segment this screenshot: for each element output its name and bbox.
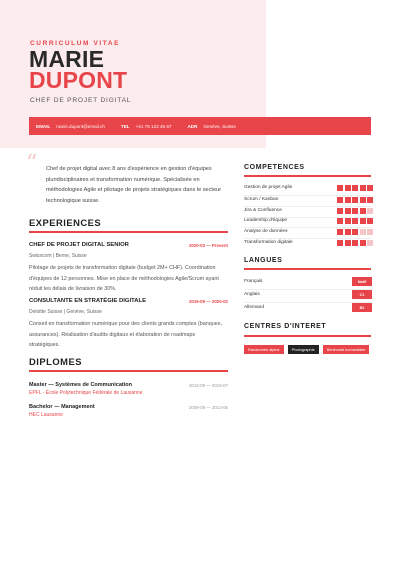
skill-dot-filled (352, 185, 358, 191)
skill-name: Jira & Confluence (244, 208, 282, 213)
job-role: CHEF DE PROJET DIGITAL (30, 97, 132, 104)
diploma-title: Master — Systèmes de Communication (29, 382, 133, 388)
competences-rule (244, 175, 371, 177)
skill-dot-filled (337, 218, 343, 224)
skill-row (244, 239, 372, 247)
skill-dot-filled (345, 197, 351, 203)
skill-row (244, 184, 372, 192)
skill-level (337, 229, 373, 235)
diploma-school: HEC Lausanne (29, 412, 63, 418)
langues-heading: LANGUES (244, 257, 283, 264)
quote-icon: “ (26, 151, 38, 176)
job-company: Swisscom | Berne, Suisse (29, 253, 87, 259)
contact-address-value: Genève, Suisse (203, 123, 236, 129)
skill-dot-filled (352, 229, 358, 235)
skill-row (244, 207, 372, 215)
language-level-badge: Natif (352, 277, 372, 286)
experiences-rule (29, 231, 228, 233)
job-title: CHEF DE PROJET DIGITAL SENIOR (29, 242, 129, 248)
interest-tag: Photographie (288, 345, 319, 354)
skill-dot-filled (345, 185, 351, 191)
last-name: DUPONT (29, 67, 128, 93)
skill-level (337, 185, 373, 191)
skill-row (244, 228, 372, 236)
skill-dot-filled (360, 197, 366, 203)
skill-dot-empty (367, 240, 373, 246)
interest-tag: Bénévolat humanitaire (323, 345, 370, 354)
diploma-dates: 2009-09 — 2013-06 (188, 405, 228, 410)
contact-email-value[interactable]: marie.dupont@email.ch (56, 123, 105, 129)
langues-rule (244, 268, 371, 270)
experiences-heading: EXPERIENCES (29, 217, 102, 228)
skill-row (244, 217, 372, 225)
skill-dot-filled (345, 218, 351, 224)
language-name: Français (244, 279, 263, 284)
interests-tags (244, 345, 374, 354)
job-company: Deloitte Suisse | Genève, Suisse (29, 309, 102, 315)
job-description: Pilotage de projets de transformation digitale (budget 2M+ CHF). Coordination d'équipes de 12 personnes. Mise en place de méthodologies Agile/Scrum ayant réduit les délais de livraison de 30%. (29, 265, 219, 292)
skill-dot-empty (367, 229, 373, 235)
skill-dot-filled (360, 208, 366, 214)
skill-dot-filled (345, 208, 351, 214)
language-row (244, 277, 372, 287)
skill-dot-filled (352, 240, 358, 246)
language-name: Anglais (244, 292, 260, 297)
diploma-title: Bachelor — Management (29, 404, 95, 410)
profile-summary: Chef de projet digital avec 8 ans d'expérience en gestion d'équipes pluridisciplinaires et transformation numérique. Spécialisée en méthodologies Agile et pilotage de projets stratégiques dans le secteur technologique suisse. (46, 166, 222, 204)
skill-name: Leadership d'équipe (244, 218, 288, 223)
contact-email-label: EMAIL (36, 123, 51, 129)
skill-dot-filled (337, 229, 343, 235)
skill-dot-filled (337, 208, 343, 214)
job-dates: 2016-09 — 2020-02 (188, 299, 228, 304)
skill-level (337, 218, 373, 224)
contact-phone-value[interactable]: +41 78 123 45 67 (135, 123, 172, 129)
skill-name: Scrum / Kanban (244, 197, 279, 202)
skill-dot-empty (360, 229, 366, 235)
diplomes-rule (29, 370, 228, 372)
skill-dot-filled (367, 218, 373, 224)
interets-rule (244, 335, 371, 337)
contact-bar (29, 117, 371, 135)
diploma-school: EPFL - École Polytechnique Fédérale de Lausanne (29, 390, 143, 396)
interest-tag: Randonnée alpine (244, 345, 284, 354)
language-level-badge: C1 (352, 290, 372, 299)
skill-dot-filled (352, 208, 358, 214)
skill-dot-filled (367, 197, 373, 203)
skill-level (337, 208, 373, 214)
job-description: Conseil en transformation numérique pour des clients grands comptes (banques, assurances). Réalisation d'audits digitaux et élaboration de roadmaps stratégiques. (29, 321, 222, 348)
skill-dot-filled (337, 240, 343, 246)
skill-name: Analyse de données (244, 229, 288, 234)
skill-dot-filled (367, 185, 373, 191)
competences-heading: COMPETENCES (244, 164, 305, 171)
language-level-badge: B2 (352, 303, 372, 312)
skill-dot-filled (360, 218, 366, 224)
skill-dot-filled (337, 185, 343, 191)
skill-dot-filled (352, 197, 358, 203)
contact-phone-label: TEL (120, 123, 130, 129)
skill-name: Transformation digitale (244, 240, 293, 245)
contact-address-label: ADR (187, 123, 198, 129)
cv-kicker: CURRICULUM VITAE (30, 40, 121, 47)
language-row (244, 290, 372, 300)
skill-dot-filled (345, 229, 351, 235)
skill-row (244, 196, 372, 204)
language-name: Allemand (244, 305, 264, 310)
diploma-dates: 2013-09 — 2015-07 (188, 383, 228, 388)
skill-level (337, 197, 373, 203)
first-name: MARIE (29, 46, 105, 72)
job-dates: 2020-03 — Present (188, 243, 228, 248)
skill-dot-filled (337, 197, 343, 203)
skill-name: Gestion de projet Agile (244, 185, 293, 190)
job-title: CONSULTANTE EN STRATÉGIE DIGITALE (29, 298, 147, 304)
skill-dot-filled (360, 240, 366, 246)
skill-dot-empty (367, 208, 373, 214)
language-row (244, 303, 372, 313)
interets-heading: CENTRES D'INTERET (244, 323, 327, 330)
skill-dot-filled (360, 185, 366, 191)
skill-dot-filled (352, 218, 358, 224)
diplomes-heading: DIPLOMES (29, 356, 82, 367)
skill-dot-filled (345, 240, 351, 246)
skill-level (337, 240, 373, 246)
